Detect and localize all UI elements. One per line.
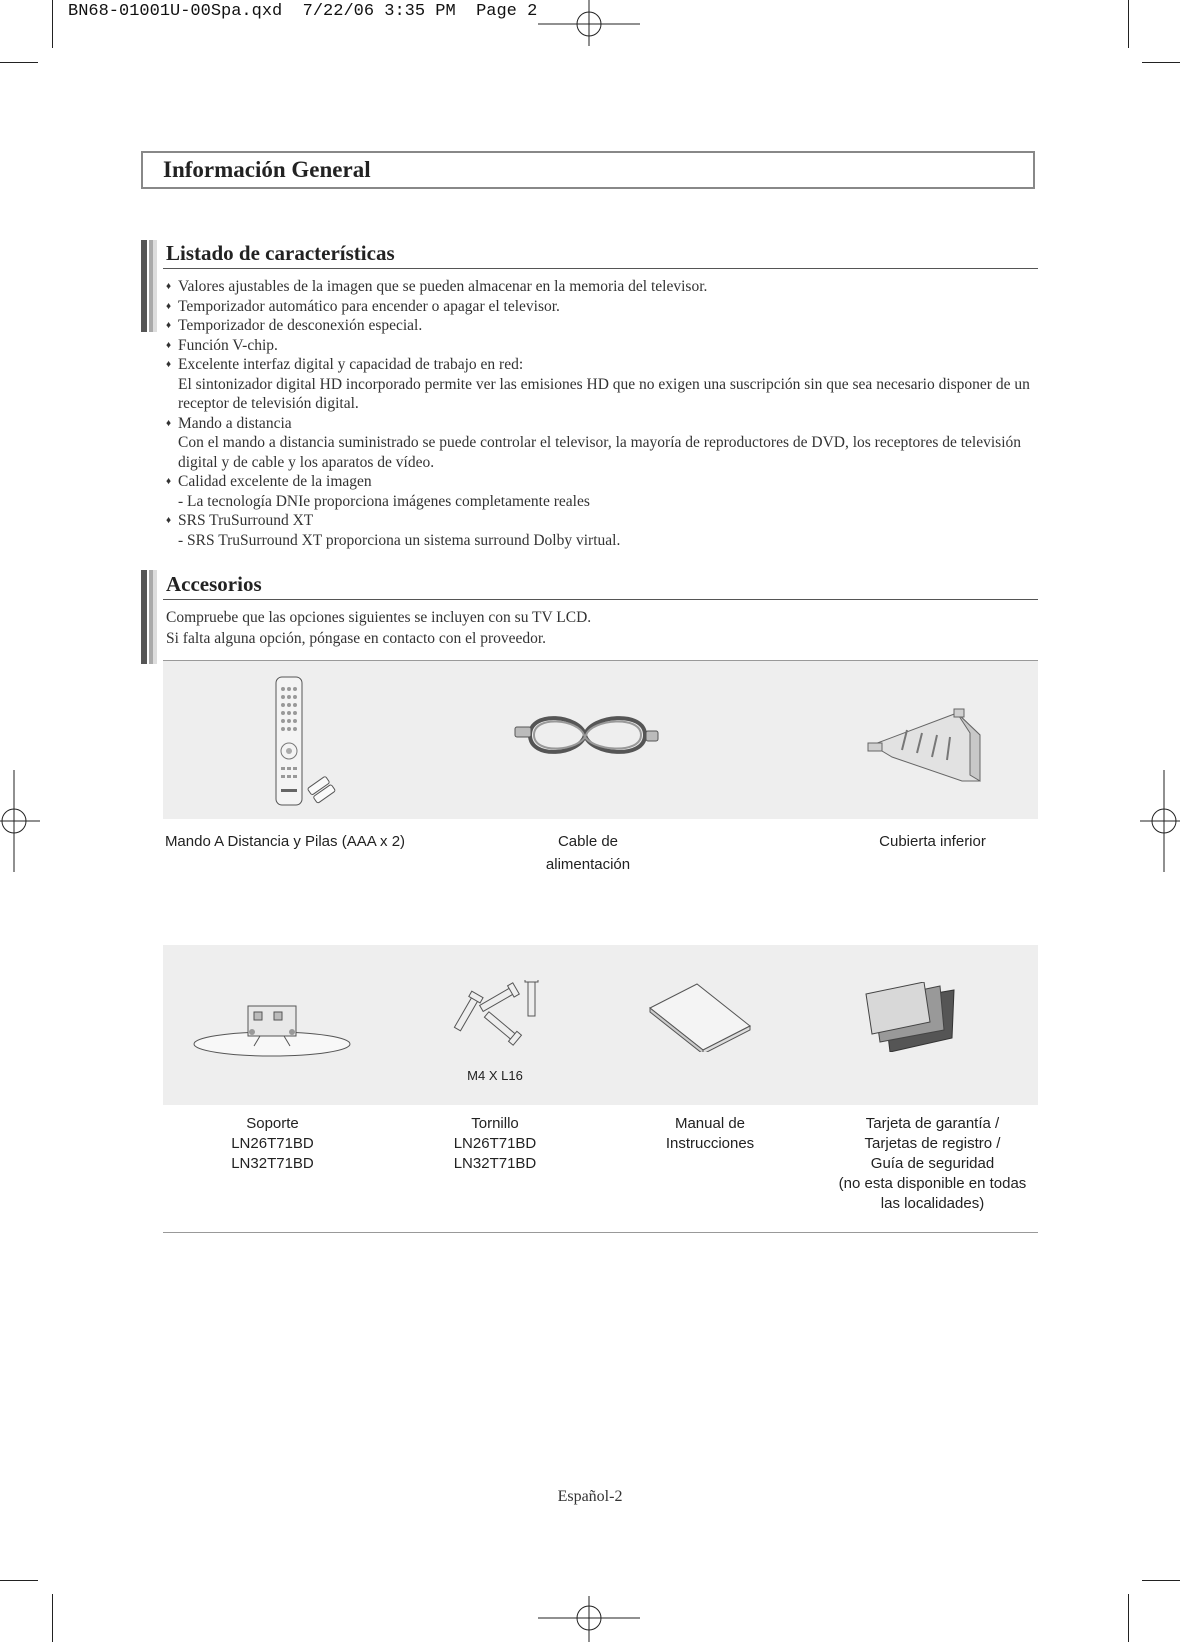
section-marker <box>141 240 157 332</box>
section-rule <box>163 599 1038 600</box>
screw-icon <box>445 980 545 1050</box>
remote-control-icon <box>268 675 348 810</box>
accessory-caption: Mando A Distancia y Pilas (AAA x 2) <box>164 833 406 850</box>
registration-mark-icon <box>538 0 640 46</box>
registration-mark-icon <box>0 770 40 872</box>
list-item: ♦ Calidad excelente de la imagen - La tecnología DNIe proporciona imágenes completamente reales <box>166 472 1046 511</box>
list-item: ♦ SRS TruSurround XT - SRS TruSurround XT proporciona un sistema surround Dolby virtual. <box>166 511 1046 550</box>
accessory-caption: Tornillo LN26T71BD LN32T71BD <box>453 1115 537 1172</box>
page-title: Información General <box>163 157 371 182</box>
stand-icon <box>190 998 355 1060</box>
print-slug: BN68-01001U-00Spa.qxd 7/22/06 3:35 PM Page 2 <box>68 2 538 21</box>
registration-mark-icon <box>1140 770 1180 872</box>
screw-size-label: M4 X L16 <box>467 1068 523 1083</box>
list-item: ♦ Temporizador automático para encender o apagar el televisor. <box>166 297 1046 317</box>
list-item: ♦ Mando a distancia Con el mando a distancia suministrado se puede controlar el televisor, la mayoría de reproductores de DVD, los receptores de televisión digital y de cable y los aparatos de vídeo. <box>166 414 1046 473</box>
registration-mark-icon <box>538 1596 640 1642</box>
features-heading: Listado de características <box>166 241 395 265</box>
list-item: ♦ Valores ajustables de la imagen que se pueden almacenar en la memoria del televisor. <box>166 277 1046 297</box>
page-number: Español-2 <box>557 1488 623 1505</box>
section-marker <box>141 570 157 664</box>
bottom-rule <box>163 1232 1038 1233</box>
accessories-intro: Compruebe que las opciones siguientes se incluyen con su TV LCD. Si falta alguna opción, póngase en contacto con el proveedor. <box>166 609 592 647</box>
bottom-cover-icon <box>862 705 987 785</box>
list-item: ♦ Excelente interfaz digital y capacidad de trabajo en red: El sintonizador digital HD incorporado permite ver las emisiones HD que no exigen una suscripción sin que sea necesario disponer de un receptor de televisión digital. <box>166 355 1046 414</box>
accessory-caption: Cable de alimentación <box>545 833 631 873</box>
list-item: ♦ Temporizador de desconexión especial. <box>166 316 1046 336</box>
manual-icon <box>645 982 755 1052</box>
accessory-caption: Tarjeta de garantía / Tarjetas de registro / Guía de seguridad (no esta disponible en todas las localidades) <box>838 1115 1027 1212</box>
accessories-heading: Accesorios <box>166 572 262 596</box>
section-rule <box>163 268 1038 269</box>
list-item: ♦ Función V-chip. <box>166 336 1046 356</box>
accessory-caption: Cubierta inferior <box>879 833 986 850</box>
page-title-box <box>141 151 1035 189</box>
accessory-caption: Soporte LN26T71BD LN32T71BD <box>231 1115 314 1172</box>
power-cable-icon <box>510 705 660 765</box>
feature-list <box>166 277 1046 550</box>
warranty-cards-icon <box>862 982 962 1052</box>
accessory-caption: Manual de Instrucciones <box>665 1115 755 1152</box>
